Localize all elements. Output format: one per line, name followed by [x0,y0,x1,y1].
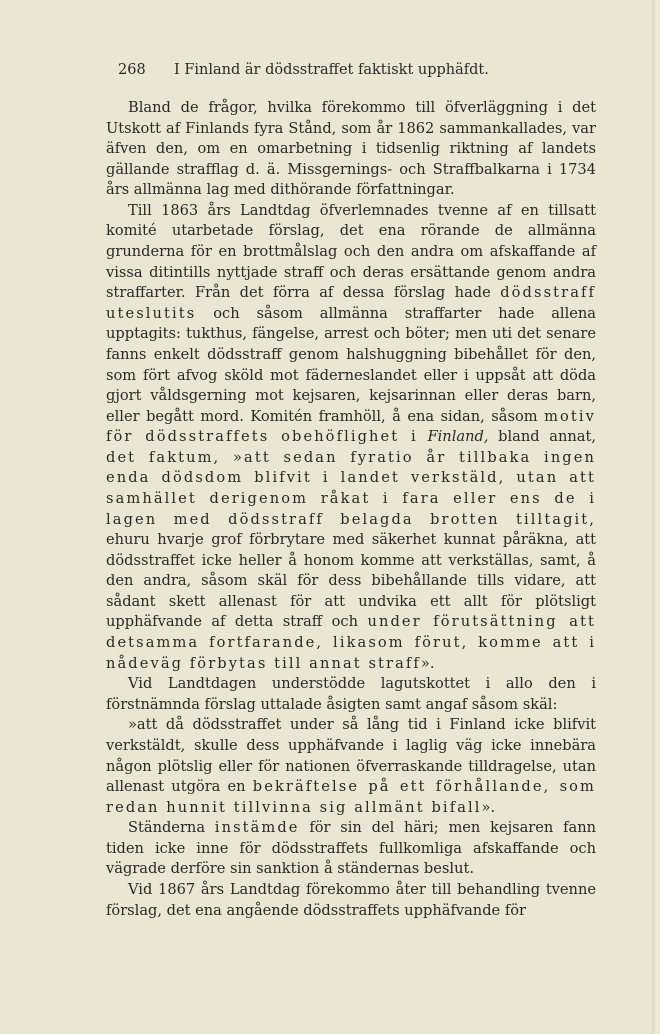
italic-emphasis: Finland, [427,428,489,446]
paragraph [106,98,596,201]
spaced-emphasis: det faktum, »att sedan fyratio år tillbaka ingen enda dödsdom blifvit i landet verkstäld, utan att samhället derigenom råkat i fara eller ens de i lagen med dödsstraff belagda brotten tilltagit, [106,448,596,528]
paragraph [106,715,596,818]
paragraph [106,818,596,880]
paragraph [106,201,596,674]
paragraph [106,674,596,715]
spaced-emphasis: under förutsättning att detsamma fortfarande, likasom förut, komme att i nådeväg förbytas till annat straff [106,613,596,672]
page-number: 268 [118,62,146,78]
text-run: bland annat, [488,428,596,446]
text-run: Vid 1867 års Landtdag förekommo åter till behandling tvenne förslag, det ena angående dödsstraffets upphäfvande för [106,880,596,919]
paragraph [106,880,596,921]
text-run: ». [481,798,496,816]
spaced-emphasis: instämde [214,819,300,837]
text-run: ehuru hvarje grof förbrytare med säkerhet kunnat påräkna, att dödsstraffet icke heller å honom komme att verkställas, samt, å den andra, såsom skäl för dess bibehållande tills vidare, att sådant skett allenast för att undvika ett allt för plötsligt upphäfvande af detta straff och [106,531,596,631]
text-run: för sin del häri; men kejsaren fann tiden icke inne för dödsstraffets fullkomliga afskaffande och vägrade derföre sin sanktion å ständernas beslut. [106,819,596,878]
running-header [118,62,538,78]
text-run: Bland de frågor, hvilka förekommo till öfverläggning i det Utskott af Finlands fyra Stånd, som år 1862 sammankallades, var äfven den, om en omarbetning i tidsenlig riktning af landets gällande strafflag d. ä. Missgernings- och Straffbalkarna i 1734 års allmänna lag med dithörande författningar. [106,99,596,199]
text-run: ». [420,654,435,672]
text-run: »att då dödsstraffet under så lång tid i Finland icke blifvit verkstäldt, skulle dess upphäfvande i laglig väg icke innebära någon plötslig eller för nationen öfverraskande tilldragelse, utan allenast utgöra en [106,716,596,796]
body-text [106,98,596,921]
page-edge [652,0,660,1034]
running-title: I Finland är dödsstraffet faktiskt upphäfdt. [174,62,489,78]
text-run: Ständerna [128,819,215,837]
text-run: och såsom allmänna straffarter hade allena upptagits: tukthus, fängelse, arrest och böter; men uti det senare fanns enkelt dödsstraff genom halshuggning bibehållet för den, som fört afvog sköld mot fäderneslandet eller i uppsåt att döda gjort våldsgerning mot kejsaren, kejsarinnan eller deras barn, eller begått mord. Komitén framhöll, å ena sidan, såsom [106,304,596,425]
spaced-emphasis: bekräftelse på ett förhållande, som redan hunnit tillvinna sig allmänt bifall [106,778,596,816]
text-run: Vid Landtdagen understödde lagutskottet i allo den i förstnämnda förslag uttalade åsigten samt angaf såsom skäl: [106,675,596,713]
text-run: Till 1863 års Landtdag öfverlemnades tvenne af en tillsatt komité utarbetade förslag, det ena rörande de allmänna grunderna för en brottmålslag och den andra om afskaffande af vissa ditintills nyttjade straff och deras ersättande genom andra straffarter. Från det förra af dessa förslag hade [106,201,596,302]
text-run [418,428,428,445]
spaced-emphasis: dödsstraff uteslutits [106,284,596,322]
spaced-emphasis: motiv för dödsstraffets obehöflighet i [106,407,596,446]
